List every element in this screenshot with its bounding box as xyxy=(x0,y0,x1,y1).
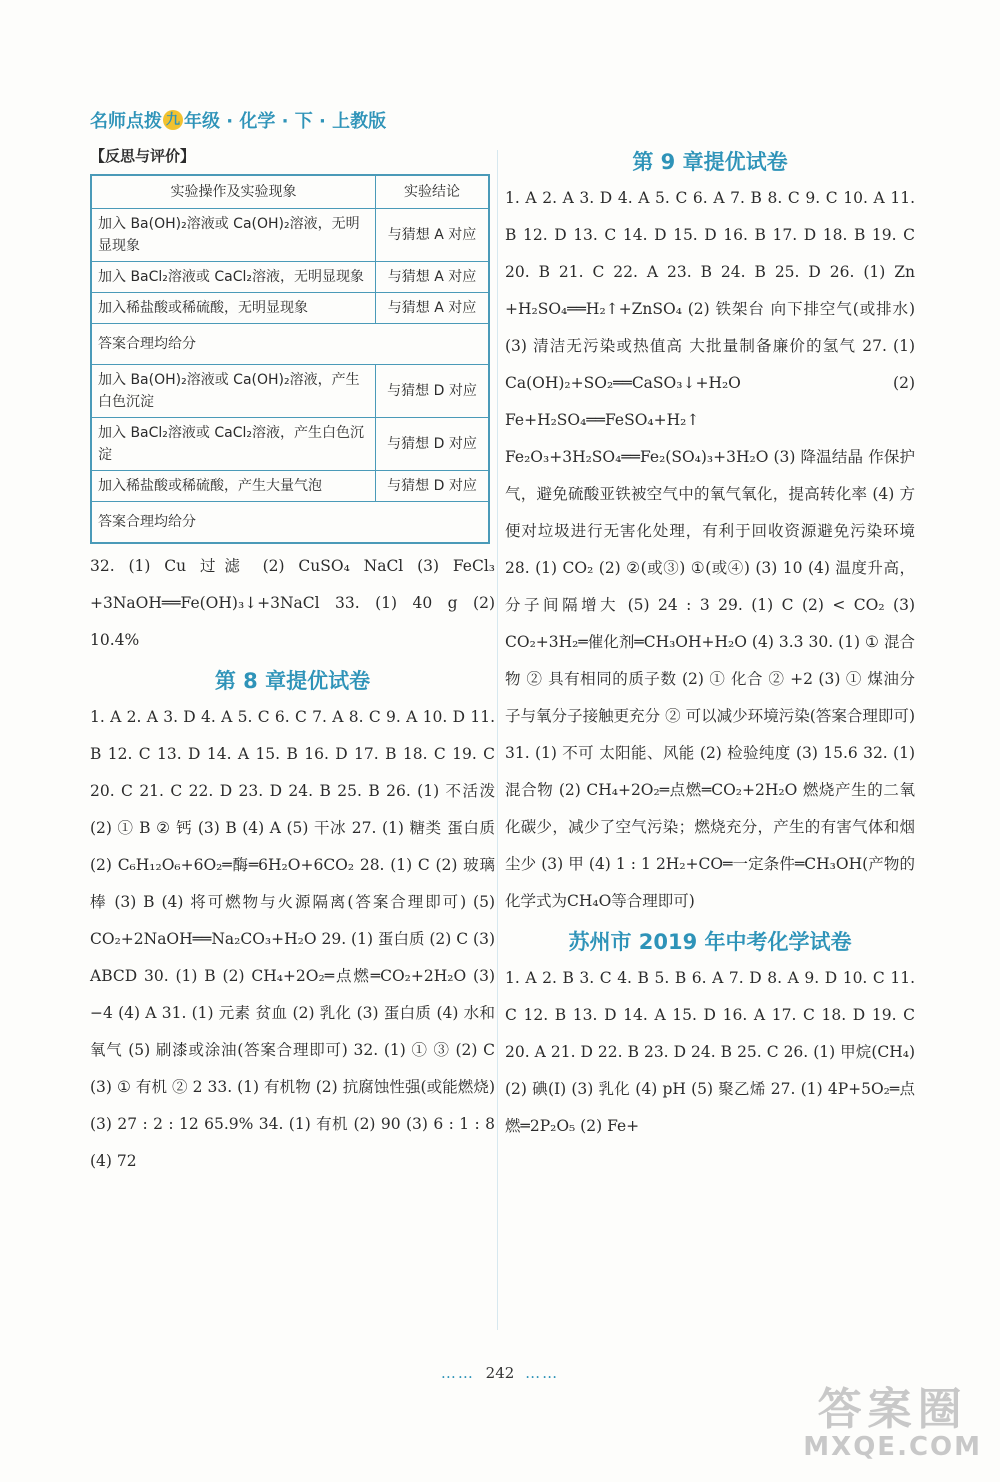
table-cell-op: 加入稀盐酸或稀硫酸，无明显现象 xyxy=(91,293,376,324)
table-header-cell: 实验操作及实验现象 xyxy=(91,175,376,209)
answer-table xyxy=(90,174,490,544)
suzhou-exam-answers: 1. A 2. B 3. C 4. B 5. B 6. A 7. D 8. A 9. D 10. C 11. C 12. B 13. D 14. A 15. D 16. A 17. C 18. D 19. C 20. A 21. D 22. B 23. D 24. B 25. C 26. (1) 甲烷(CH₄) (2) 碘(I) (3) 乳化 (4) pH (5) 聚乙烯 27. (1) 4P+5O₂═点燃═2P₂O₅ (2) Fe+ xyxy=(505,969,915,1135)
table-row xyxy=(91,262,489,293)
footer-dots-right: …… xyxy=(525,1364,560,1382)
table-cell-conclusion: 与猜想 D 对应 xyxy=(376,365,490,418)
table-row xyxy=(91,471,489,502)
watermark-text: 答案圈 xyxy=(817,1384,968,1435)
table-header-cell: 实验结论 xyxy=(376,175,490,209)
table-cell-op: 加入稀盐酸或稀硫酸，产生大量气泡 xyxy=(91,471,376,502)
left-column xyxy=(90,145,495,1180)
grade-badge: 九 xyxy=(163,110,183,130)
suzhou-exam-title: 苏州市 2019 年中考化学试卷 xyxy=(568,930,852,954)
watermark-logo xyxy=(803,1384,982,1462)
table-row xyxy=(91,324,489,365)
page-number: 242 xyxy=(485,1364,515,1382)
table-cell-conclusion: 与猜想 D 对应 xyxy=(376,418,490,471)
table-cell-op: 加入 Ba(OH)₂溶液或 Ca(OH)₂溶液，无明显现象 xyxy=(91,209,376,262)
table-cell-note: 答案合理均给分 xyxy=(91,502,489,544)
table-cell-note: 答案合理均给分 xyxy=(91,324,489,365)
section-label: 【反思与评价】 xyxy=(90,147,196,165)
table-header-row xyxy=(91,175,489,209)
footer-dots-left: …… xyxy=(440,1364,475,1382)
table-cell-op: 加入 Ba(OH)₂溶液或 Ca(OH)₂溶液，产生白色沉淀 xyxy=(91,365,376,418)
right-column xyxy=(505,140,915,1145)
table-cell-op: 加入 BaCl₂溶液或 CaCl₂溶液，产生白色沉淀 xyxy=(91,418,376,471)
book-header xyxy=(90,107,386,133)
answers-32-33: 32. (1) Cu 过滤 (2) CuSO₄ NaCl (3) FeCl₃ +3NaOH══Fe(OH)₃↓+3NaCl 33. (1) 40 g (2) 10.4% xyxy=(90,557,495,649)
table-row xyxy=(91,209,489,262)
table-row xyxy=(91,502,489,544)
table-cell-conclusion: 与猜想 A 对应 xyxy=(376,209,490,262)
table-cell-conclusion: 与猜想 A 对应 xyxy=(376,293,490,324)
watermark-url: MXQE.COM xyxy=(803,1432,982,1462)
chapter-8-title: 第 8 章提优试卷 xyxy=(214,669,371,693)
page-footer xyxy=(0,1364,1000,1382)
chapter-8-answers: 1. A 2. A 3. D 4. A 5. C 6. C 7. A 8. C 9. A 10. D 11. B 12. C 13. D 14. A 15. B 16. D 17. B 18. C 19. C 20. C 21. C 22. D 23. D 24. B 25. B 26. (1) 不活泼 (2) ① B ② 钙 (3) B (4) A (5) 干冰 27. (1) 糖类 蛋白质 (2) C₆H₁₂O₆+6O₂═酶═6H₂O+6CO₂ 28. (1) C (2) 玻璃棒 (3) B (4) 将可燃物与火源隔离(答案合理即可) (5) CO₂+2NaOH══Na₂CO₃+H₂O 29. (1) 蛋白质 (2) C (3) ABCD 30. (1) B (2) CH₄+2O₂═点燃═CO₂+2H₂O (3) −4 (4) A 31. (1) 元素 贫血 (2) 乳化 (3) 蛋白质 (4) 水和氧气 (5) 刷漆或涂油(答案合理即可) 32. (1) ① ③ (2) C (3) ① 有机 ② 2 33. (1) 有机物 (2) 抗腐蚀性强(或能燃烧) (3) 27 : 2 : 12 65.9% 34. (1) 有机 (2) 90 (3) 6 : 1 : 8 (4) 72 xyxy=(90,708,495,1170)
table-row xyxy=(91,293,489,324)
chapter-9-answers: 1. A 2. A 3. D 4. A 5. C 6. A 7. B 8. C 9. C 10. A 11. B 12. D 13. C 14. D 15. D 16. B 17. D 18. B 19. C 20. B 21. C 22. A 23. B 24. B 25. D 26. (1) Zn +H₂SO₄══H₂↑+ZnSO₄ (2) 铁架台 向下排空气(或排水) (3) 清洁无污染或热值高 大批量制备廉价的氢气 27. (1) Ca(OH)₂+SO₂══CaSO₃↓+H₂O (2) Fe+H₂SO₄══FeSO₄+H₂↑ Fe₂O₃+3H₂SO₄══Fe₂(SO₄)₃+3H₂O (3) 降温结晶 作保护气，避免硫酸亚铁被空气中的氧气氧化，提高转化率 (4) 方便对垃圾进行无害化处理，有利于回收资源避免污染环境 28. (1) CO₂ (2) ②(或③) ①(或④) (3) 10 (4) 温度升高，分子间隔增大 (5) 24 : 3 29. (1) C (2) < CO₂ (3) CO₂+3H₂═催化剂═CH₃OH+H₂O (4) 3.3 30. (1) ① 混合物 ② 具有相同的质子数 (2) ① 化合 ② +2 (3) ① 煤油分子与氧分子接触更充分 ② 可以减少环境污染(答案合理即可) 31. (1) 不可 太阳能、风能 (2) 检验纯度 (3) 15.6 32. (1) 混合物 (2) CH₄+2O₂═点燃═CO₂+2H₂O 燃烧产生的二氧化碳少，减少了空气污染；燃烧充分，产生的有害气体和烟尘少 (3) 甲 (4) 1 : 1 2H₂+CO═一定条件═CH₃OH(产物的化学式为CH₄O等合理即可) xyxy=(505,189,915,910)
table-cell-conclusion: 与猜想 A 对应 xyxy=(376,262,490,293)
table-row xyxy=(91,418,489,471)
column-divider xyxy=(497,150,498,1330)
header-suffix: 年级 · 化学 · 下 · 上教版 xyxy=(184,111,387,132)
table-row xyxy=(91,365,489,418)
header-prefix: 名师点拨 xyxy=(90,111,162,132)
table-cell-conclusion: 与猜想 D 对应 xyxy=(376,471,490,502)
chapter-9-title: 第 9 章提优试卷 xyxy=(632,150,788,174)
table-cell-op: 加入 BaCl₂溶液或 CaCl₂溶液，无明显现象 xyxy=(91,262,376,293)
